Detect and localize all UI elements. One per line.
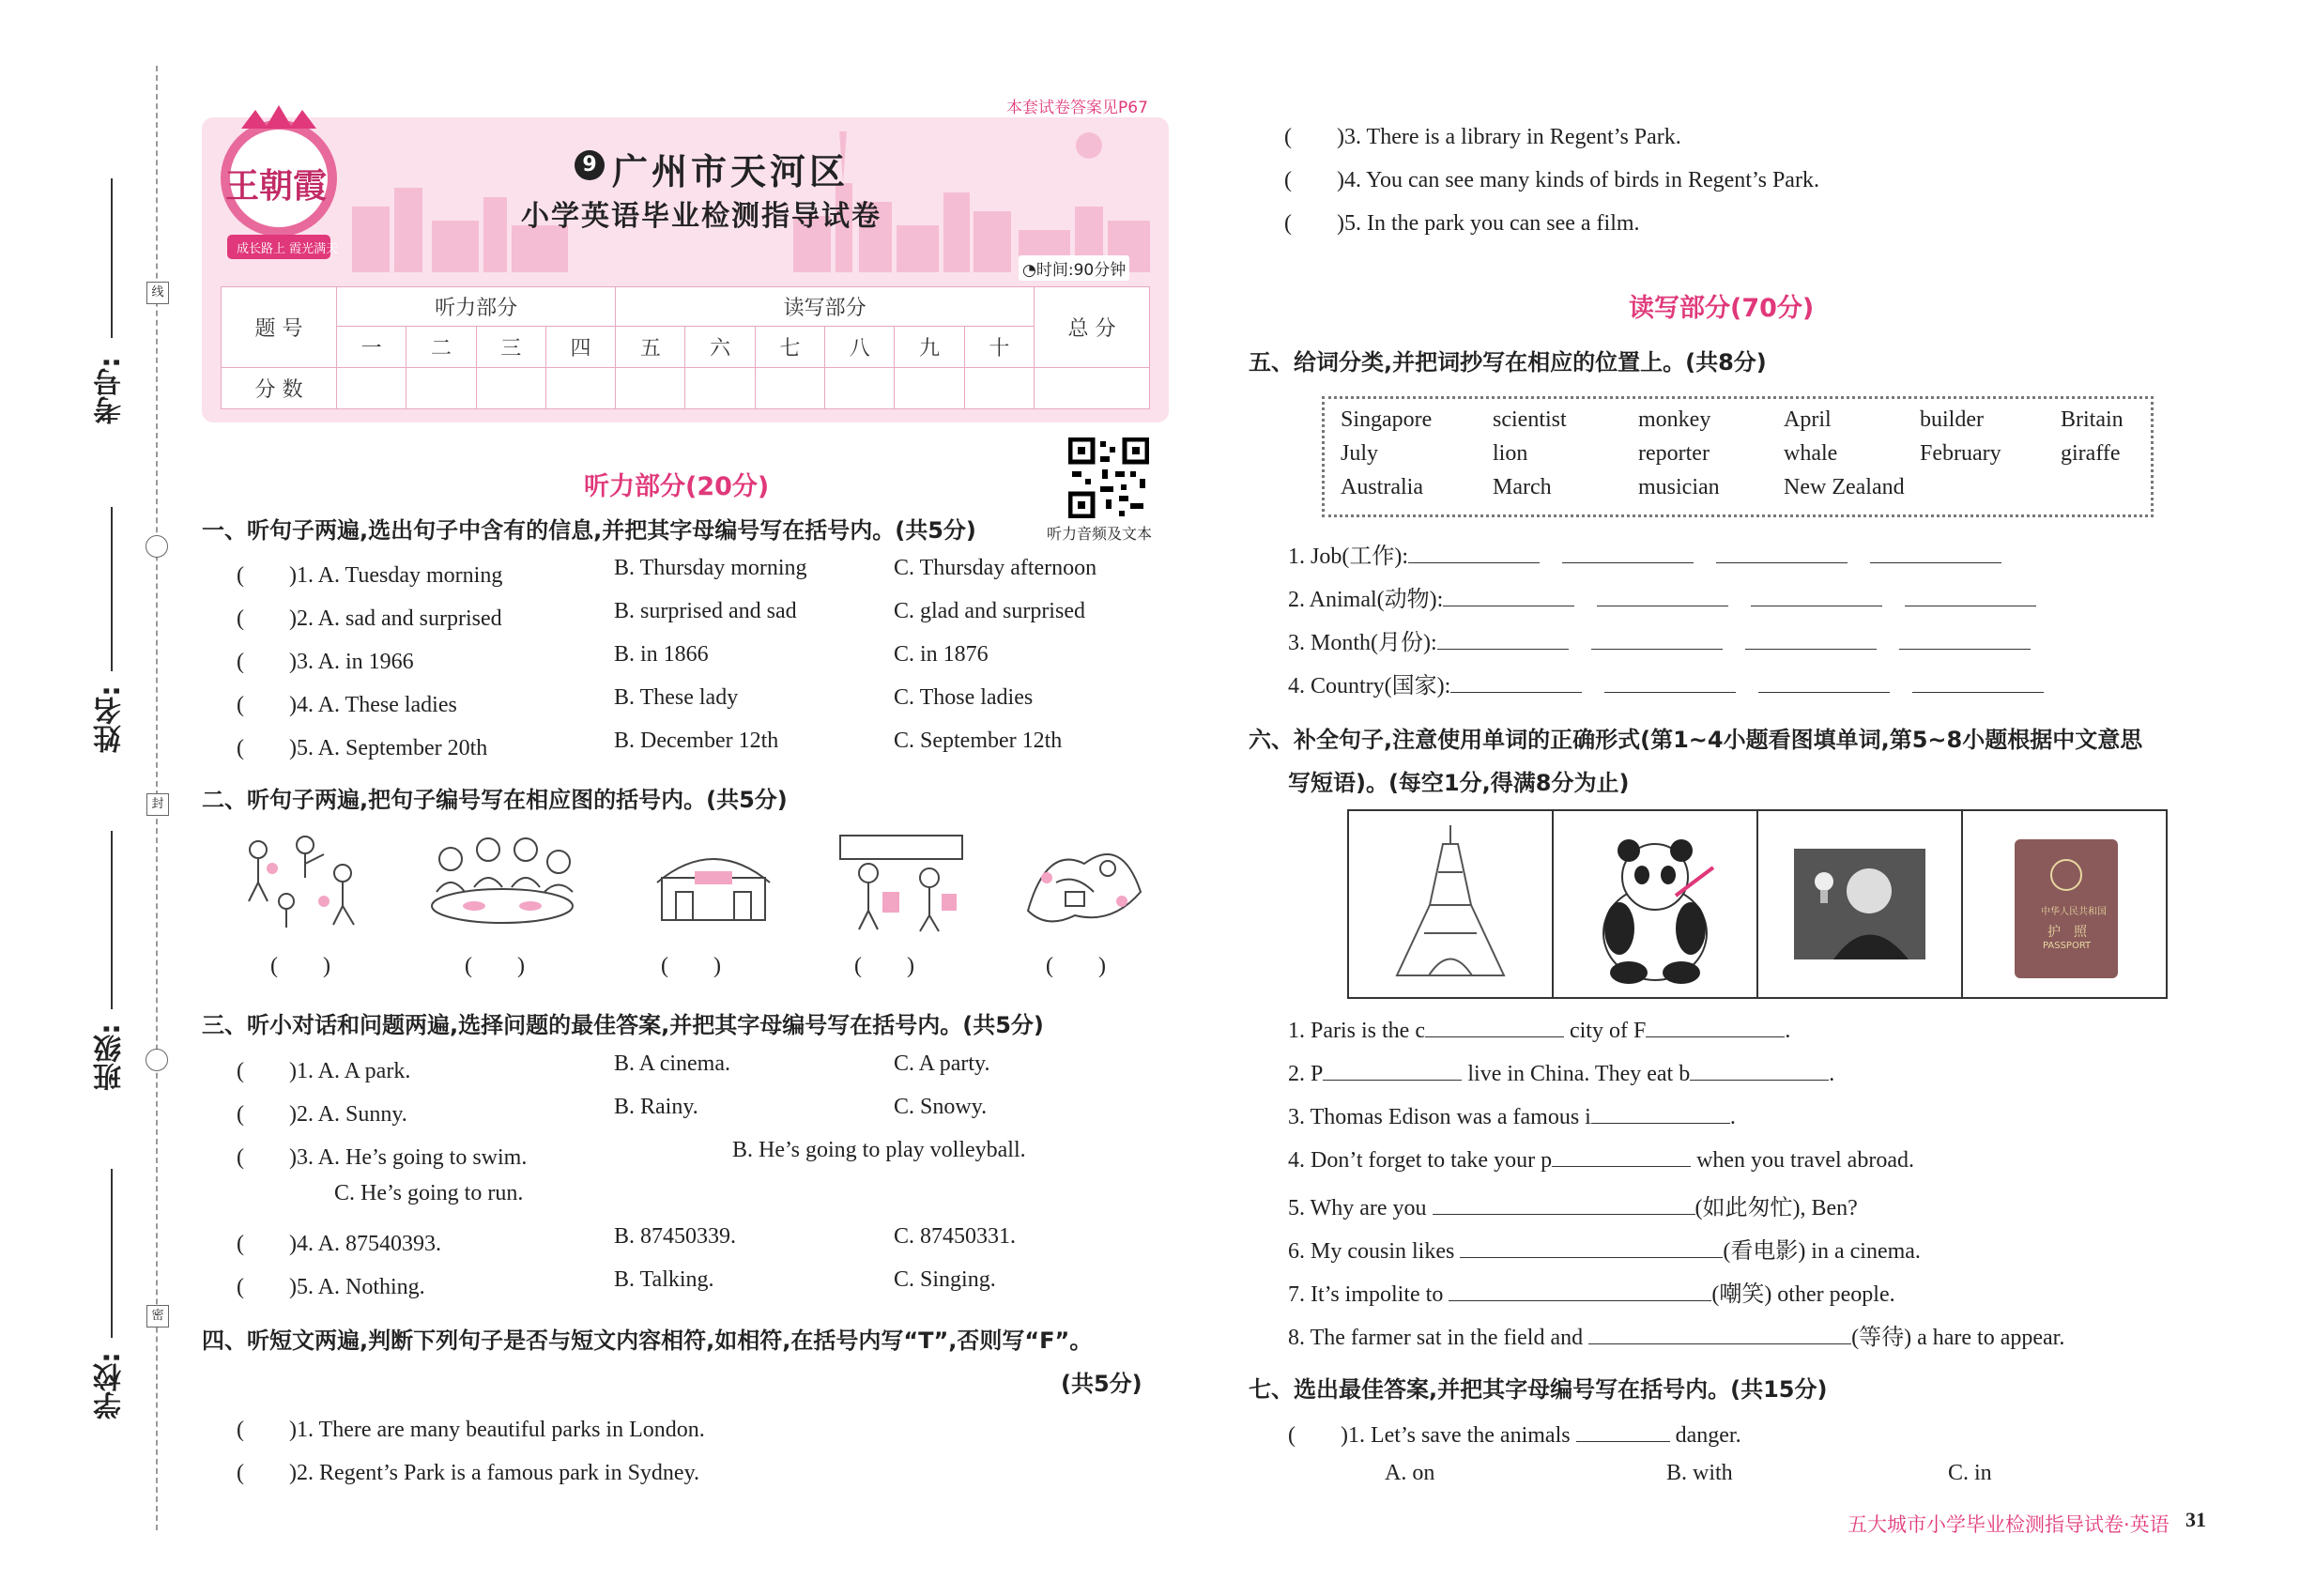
- blank-input[interactable]: [1745, 628, 1877, 650]
- p4-q3: ( )3. There is a library in Regent’s Park.: [1284, 125, 1681, 149]
- blank-input[interactable]: [1460, 1236, 1723, 1258]
- word: scientist: [1493, 407, 1567, 432]
- pic2-bracket[interactable]: ( ): [465, 954, 525, 978]
- p6-s2: [1288, 1059, 1834, 1087]
- sentence-text: city of F: [1569, 1019, 1647, 1043]
- blank-input[interactable]: [1552, 1145, 1691, 1167]
- score-group-reading: 读写部分: [616, 287, 1035, 327]
- blank-input[interactable]: [1433, 1193, 1695, 1215]
- p3-q3-a: ( )3. A. He’s going to swim.: [237, 1145, 528, 1170]
- score-total-header: 总 分: [1035, 287, 1150, 368]
- score-cell: [545, 368, 615, 409]
- footer-series: 五大城市小学毕业检测指导试卷·英语: [1848, 1513, 2170, 1536]
- name-label: 姓名:: [94, 685, 127, 753]
- p7-q1: [1288, 1416, 1741, 1449]
- score-col: 八: [825, 327, 895, 368]
- p3-q4-c: C. 87450331.: [894, 1224, 1017, 1249]
- blank-input[interactable]: [1870, 542, 2001, 563]
- edison-portrait: [1758, 811, 1961, 997]
- blank-input[interactable]: [1751, 585, 1882, 606]
- p3-q2-b: B. Rainy.: [614, 1095, 698, 1119]
- part4-heading: 四、听短文两遍,判断下列句子是否与短文内容相符,如相符,在括号内写“T”,否则写“F”。: [202, 1327, 1093, 1354]
- p1-q5-b: B. December 12th: [614, 729, 779, 753]
- score-cell: [616, 368, 685, 409]
- score-cell: [685, 368, 755, 409]
- p3-q4-a: ( )4. A. 87540393.: [237, 1232, 441, 1256]
- category-job: [1288, 537, 2001, 570]
- brand-slogan: 成长路上 霞光满天: [237, 242, 339, 256]
- word: musician: [1638, 475, 1720, 499]
- score-col: 六: [685, 327, 755, 368]
- p1-q3-c: C. in 1876: [894, 642, 989, 667]
- p6-s1: [1288, 1016, 1790, 1044]
- picture-kids-playing: [230, 826, 371, 934]
- blank-input[interactable]: [1591, 628, 1723, 650]
- word-bank: [1322, 396, 2154, 517]
- qr-code-icon[interactable]: [1068, 437, 1149, 518]
- sentence-text: 2. P: [1288, 1062, 1324, 1086]
- p6-s7: [1288, 1275, 1895, 1308]
- score-cell: [1035, 368, 1150, 409]
- p4-q4: ( )4. You can see many kinds of birds in Regent’s Park.: [1284, 168, 1819, 192]
- question-text: danger.: [1675, 1423, 1741, 1448]
- sentence-text: (嘲笑) other people.: [1711, 1282, 1895, 1307]
- blank-input[interactable]: [1408, 542, 1540, 563]
- word: March: [1493, 475, 1552, 499]
- p1-q1-a: ( )1. A. Tuesday morning: [237, 563, 503, 588]
- blank-input[interactable]: [1690, 1059, 1829, 1081]
- blank-input[interactable]: [1899, 628, 2031, 650]
- word: July: [1341, 441, 1379, 466]
- p3-q5-b: B. Talking.: [614, 1267, 714, 1292]
- sentence-text: .: [1829, 1062, 1835, 1086]
- p1-q1-c: C. Thursday afternoon: [894, 556, 1097, 580]
- p6-s5: [1288, 1189, 1858, 1221]
- p1-q4-a: ( )4. A. These ladies: [237, 693, 457, 717]
- school-label: 学校:: [94, 1352, 127, 1420]
- sentence-text: when you travel abroad.: [1696, 1148, 1914, 1173]
- blank-input[interactable]: [1437, 628, 1569, 650]
- p4-q2: ( )2. Regent’s Park is a famous park in Sydney.: [237, 1461, 700, 1485]
- passport-text-huzhao: 护 照: [2047, 925, 2087, 940]
- part5-heading: 五、给词分类,并把词抄写在相应的位置上。(共8分): [1249, 349, 1767, 376]
- page-number: 31: [2185, 1508, 2206, 1531]
- class-label: 班级:: [94, 1023, 127, 1091]
- class-line: [111, 831, 113, 1009]
- p3-q1-b: B. A cinema.: [614, 1051, 730, 1076]
- p7-q1-option-c: C. in: [1948, 1461, 1992, 1485]
- blank-input[interactable]: [1588, 1323, 1851, 1344]
- p1-q3-a: ( )3. A. in 1966: [237, 650, 414, 674]
- picture-cell: [1758, 811, 1963, 997]
- reading-section-title: 读写部分(70分): [1629, 294, 1815, 323]
- word: Britain: [2061, 407, 2124, 432]
- word: lion: [1493, 441, 1528, 466]
- blank-input[interactable]: [1591, 1102, 1730, 1124]
- blank-input[interactable]: [1323, 1059, 1462, 1081]
- p4-q5: ( )5. In the park you can see a film.: [1284, 211, 1640, 236]
- pic4-bracket[interactable]: ( ): [854, 954, 914, 978]
- binding-mark-seal: 封: [146, 793, 169, 816]
- p6-s6: [1288, 1232, 1921, 1265]
- p3-q3-b: B. He’s going to play volleyball.: [732, 1138, 1026, 1162]
- word: whale: [1784, 441, 1838, 466]
- score-group-listening: 听力部分: [337, 287, 616, 327]
- category-country: [1288, 667, 2044, 699]
- passport-text-en: PASSPORT: [2043, 941, 2092, 951]
- picture-cell: [1349, 811, 1554, 997]
- panda-icon: [1554, 811, 1756, 997]
- score-cell: [825, 368, 895, 409]
- picture-cell: [1554, 811, 1758, 997]
- paper-title: 广州市天河区: [612, 151, 850, 192]
- score-cell: [755, 368, 824, 409]
- word: builder: [1920, 407, 1984, 432]
- binding-hole-1: [146, 535, 168, 558]
- word: Singapore: [1341, 407, 1433, 432]
- qr-caption: 听力音频及文本: [1047, 525, 1153, 543]
- sentence-text: (如此匆忙), Ben?: [1694, 1196, 1858, 1220]
- word: Australia: [1341, 475, 1423, 499]
- p3-q2-a: ( )2. A. Sunny.: [237, 1102, 407, 1127]
- picture-shopping: [831, 826, 972, 934]
- blank-input[interactable]: [1758, 671, 1890, 693]
- category-month: [1288, 623, 2031, 656]
- paper-subtitle: 小学英语毕业检测指导试卷: [521, 200, 882, 233]
- p3-q1-a: ( )1. A. A park.: [237, 1059, 411, 1083]
- part2-heading: 二、听句子两遍,把句子编号写在相应图的括号内。(共5分): [202, 787, 788, 813]
- binding-mark-secret: 密: [146, 1305, 169, 1327]
- word: monkey: [1638, 407, 1711, 432]
- p1-q5-a: ( )5. A. September 20th: [237, 736, 488, 760]
- p1-q5-c: C. September 12th: [894, 729, 1063, 753]
- p6-s3: [1288, 1102, 1736, 1130]
- p1-q2-b: B. surprised and sad: [614, 599, 797, 623]
- p1-q3-b: B. in 1866: [614, 642, 709, 667]
- score-col: 十: [964, 327, 1034, 368]
- score-col: 四: [545, 327, 615, 368]
- score-table: [221, 286, 1150, 409]
- blank-input[interactable]: [1905, 585, 2036, 606]
- score-col: 九: [895, 327, 964, 368]
- sentence-text: live in China. They eat b: [1467, 1062, 1691, 1086]
- word: New Zealand: [1784, 475, 1905, 499]
- category-label: 3. Month(月份):: [1288, 631, 1437, 655]
- score-cell: [964, 368, 1034, 409]
- score-row-label-score: 分 数: [222, 368, 337, 409]
- sentence-text: (看电影) in a cinema.: [1723, 1239, 1921, 1264]
- time-limit: [1019, 255, 1129, 281]
- blank-input[interactable]: [1716, 542, 1848, 563]
- answer-reference: 本套试卷答案见P67: [1006, 99, 1148, 117]
- p1-q4-b: B. These lady: [614, 685, 739, 710]
- p3-q1-c: C. A party.: [894, 1051, 990, 1076]
- pic3-bracket[interactable]: ( ): [661, 954, 721, 978]
- category-animal: [1288, 580, 2036, 613]
- picture-family-dinner: [418, 826, 587, 934]
- score-col: 一: [337, 327, 406, 368]
- p1-q2-a: ( )2. A. sad and surprised: [237, 606, 502, 631]
- p7-q1-option-a: A. on: [1385, 1461, 1435, 1485]
- part3-heading: 三、听小对话和问题两遍,选择问题的最佳答案,并把其字母编号写在括号内。(共5分): [202, 1012, 1044, 1038]
- blank-input[interactable]: [1912, 671, 2044, 693]
- exam-number-line: [111, 178, 113, 338]
- p4-q1: ( )1. There are many beautiful parks in London.: [237, 1418, 705, 1442]
- category-label: 4. Country(国家):: [1288, 674, 1451, 698]
- p3-q5-c: C. Singing.: [894, 1267, 996, 1292]
- sentence-text: 3. Thomas Edison was a famous i: [1288, 1105, 1591, 1129]
- blank-input[interactable]: [1597, 585, 1728, 606]
- exam-number-label: 考号:: [94, 357, 127, 424]
- score-cell: [895, 368, 964, 409]
- blank-input[interactable]: [1449, 1280, 1711, 1301]
- p1-q4-c: C. Those ladies: [894, 685, 1034, 710]
- sentence-text: 4. Don’t forget to take your p: [1288, 1148, 1553, 1173]
- blank-input[interactable]: [1443, 585, 1574, 606]
- name-line: [111, 507, 113, 671]
- picture-strip: [1347, 809, 2168, 999]
- word: April: [1784, 407, 1832, 432]
- score-col: 五: [616, 327, 685, 368]
- passport-text-country: 中华人民共和国: [2041, 907, 2107, 917]
- picture-park-map: [1019, 826, 1150, 934]
- paper-number-badge: 9: [575, 150, 605, 180]
- time-limit-text: 时间:90分钟: [1035, 261, 1127, 280]
- eiffel-tower-icon: [1349, 811, 1552, 997]
- p1-q1-b: B. Thursday morning: [614, 556, 807, 580]
- word: reporter: [1638, 441, 1710, 466]
- word: February: [1920, 441, 2001, 466]
- score-col: 七: [755, 327, 824, 368]
- p3-q4-b: B. 87450339.: [614, 1224, 737, 1249]
- question-text: ( )1. Let’s save the animals: [1288, 1423, 1571, 1448]
- sentence-text: .: [1729, 1105, 1736, 1129]
- blank-input[interactable]: [1562, 542, 1694, 563]
- sentence-text: 7. It’s impolite to: [1288, 1282, 1444, 1307]
- blank-input[interactable]: [1646, 1016, 1785, 1037]
- listening-section-title: 听力部分(20分): [584, 472, 770, 501]
- part6-heading-line1: 六、补全句子,注意使用单词的正确形式(第1~4小题看图填单词,第5~8小题根据中文意思: [1249, 727, 2143, 753]
- sentence-text: 5. Why are you: [1288, 1196, 1427, 1220]
- sentence-text: 1. Paris is the c: [1288, 1019, 1425, 1043]
- score-cell: [406, 368, 476, 409]
- sentence-text: (等待) a hare to appear.: [1851, 1326, 2065, 1350]
- blank-input[interactable]: [1604, 671, 1736, 693]
- part1-heading: 一、听句子两遍,选出句子中含有的信息,并把其字母编号写在括号内。(共5分): [202, 517, 976, 544]
- score-col: 三: [476, 327, 545, 368]
- part4-points: (共5分): [1061, 1371, 1142, 1397]
- clock-icon: ◔: [1022, 261, 1036, 280]
- word: giraffe: [2061, 441, 2121, 466]
- part7-heading: 七、选出最佳答案,并把其字母编号写在括号内。(共15分): [1249, 1376, 1828, 1403]
- p1-q2-c: C. glad and surprised: [894, 599, 1085, 623]
- binding-hole-2: [146, 1049, 168, 1071]
- category-label: 1. Job(工作):: [1288, 545, 1408, 569]
- school-line: [111, 1169, 113, 1338]
- p6-s4: [1288, 1145, 1914, 1174]
- category-label: 2. Animal(动物):: [1288, 588, 1444, 612]
- blank-input[interactable]: [1450, 671, 1582, 693]
- pic5-bracket[interactable]: ( ): [1046, 954, 1106, 978]
- p7-q1-option-b: B. with: [1666, 1461, 1733, 1485]
- part6-heading-line2: 写短语)。(每空1分,得满8分为止): [1288, 770, 1630, 796]
- blank-input[interactable]: [1576, 1420, 1670, 1442]
- brand-name: 王朝霞: [225, 166, 328, 206]
- score-cell: [476, 368, 545, 409]
- p3-q5-a: ( )5. A. Nothing.: [237, 1275, 425, 1299]
- score-row-label-question: 题 号: [222, 287, 337, 368]
- p3-q3-c: C. He’s going to run.: [334, 1181, 524, 1205]
- picture-cinema: [648, 826, 779, 934]
- picture-cell: [1963, 811, 2166, 997]
- p6-s8: [1288, 1318, 2064, 1351]
- sentence-text: .: [1785, 1019, 1791, 1043]
- sentence-text: 8. The farmer sat in the field and: [1288, 1326, 1584, 1350]
- sentence-text: 6. My cousin likes: [1288, 1239, 1455, 1264]
- pic1-bracket[interactable]: ( ): [270, 954, 330, 978]
- score-cell: [337, 368, 406, 409]
- p3-q2-c: C. Snowy.: [894, 1095, 988, 1119]
- binding-mark-line: 线: [146, 282, 169, 304]
- blank-input[interactable]: [1425, 1016, 1564, 1037]
- score-col: 二: [406, 327, 476, 368]
